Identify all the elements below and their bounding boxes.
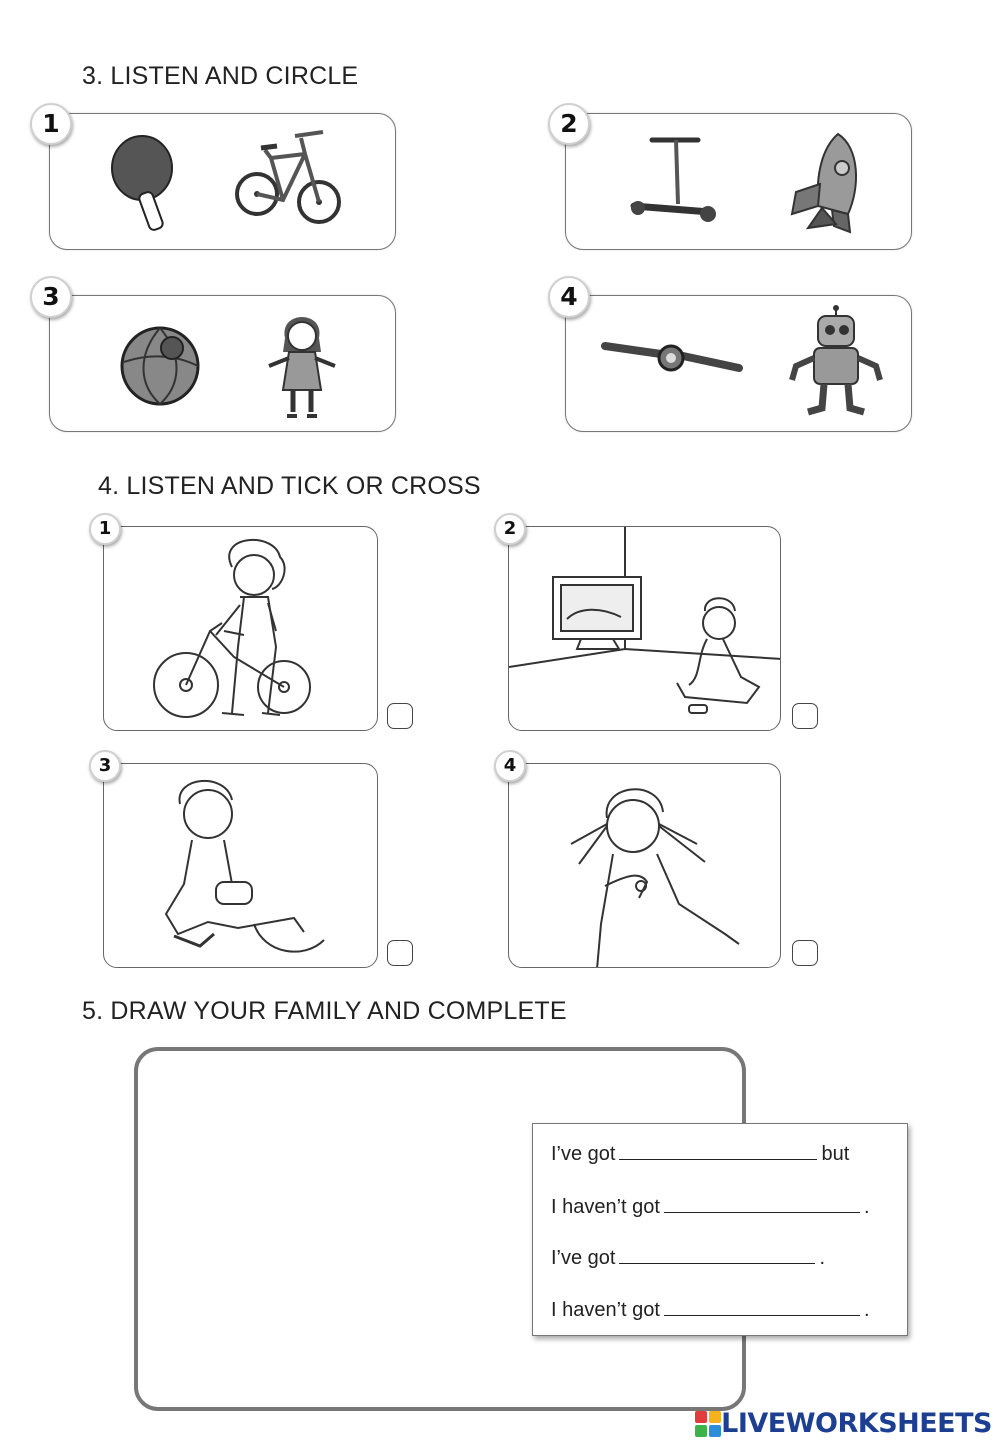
watch-icon[interactable]	[601, 334, 746, 382]
picture-boy-watching-tv	[508, 526, 781, 731]
girl-with-watch-illustration	[509, 764, 781, 968]
doll-icon[interactable]	[265, 308, 340, 423]
sentence-text: I’ve got	[551, 1247, 616, 1269]
tick-cross-box-4[interactable]	[792, 940, 818, 966]
sentence-3	[551, 1247, 825, 1270]
sentence-end: .	[819, 1247, 826, 1269]
sentence-1	[551, 1143, 849, 1166]
item-number-badge: 4	[494, 750, 526, 782]
sentence-text: I’ve got	[551, 1143, 616, 1165]
boy-with-toy-illustration	[104, 764, 378, 968]
robot-icon[interactable]	[784, 304, 894, 422]
ping-pong-paddle-icon[interactable]	[108, 134, 180, 234]
circle-item-1	[49, 113, 396, 250]
answer-blank-2[interactable]	[664, 1198, 860, 1213]
section-5-heading: 5. DRAW YOUR FAMILY AND COMPLETE	[82, 997, 567, 1025]
answer-blank-4[interactable]	[664, 1301, 860, 1316]
item-number-badge: 1	[89, 513, 121, 545]
picture-girl-with-watch	[508, 763, 781, 968]
answer-blank-3[interactable]	[619, 1249, 815, 1264]
sentence-2	[551, 1196, 870, 1219]
picture-boy-with-toy	[103, 763, 378, 968]
item-number-badge: 1	[30, 103, 72, 145]
item-number-badge: 2	[494, 513, 526, 545]
sentence-4	[551, 1299, 870, 1322]
item-number-badge: 4	[548, 276, 590, 318]
girl-with-bike-illustration	[104, 527, 378, 731]
circle-item-4	[565, 295, 912, 432]
scooter-icon[interactable]	[628, 134, 723, 229]
section-3-heading: 3. LISTEN AND CIRCLE	[82, 62, 359, 90]
picture-girl-with-bike	[103, 526, 378, 731]
item-number-badge: 3	[89, 750, 121, 782]
bicycle-icon[interactable]	[235, 124, 345, 239]
sentence-end: .	[863, 1299, 870, 1321]
logo-text: LIVEWORKSHEETS	[721, 1408, 992, 1439]
circle-item-2	[565, 113, 912, 250]
sentence-end: but	[821, 1143, 850, 1165]
sentence-text: I haven’t got	[551, 1299, 660, 1321]
circle-item-3	[49, 295, 396, 432]
tick-cross-box-1[interactable]	[387, 703, 413, 729]
rocket-icon[interactable]	[778, 128, 868, 238]
sentence-completion-box	[532, 1123, 908, 1336]
item-number-badge: 3	[30, 276, 72, 318]
sentence-text: I haven’t got	[551, 1196, 660, 1218]
tick-cross-box-3[interactable]	[387, 940, 413, 966]
answer-blank-1[interactable]	[619, 1145, 817, 1160]
item-number-badge: 2	[548, 103, 590, 145]
liveworksheets-logo-icon	[695, 1411, 721, 1437]
boy-watching-tv-illustration	[509, 527, 781, 731]
sentence-end: .	[863, 1196, 870, 1218]
tick-cross-box-2[interactable]	[792, 703, 818, 729]
section-4-heading: 4. LISTEN AND TICK OR CROSS	[98, 472, 481, 500]
beach-ball-icon[interactable]	[118, 324, 202, 408]
liveworksheets-logo[interactable]	[695, 1408, 992, 1439]
